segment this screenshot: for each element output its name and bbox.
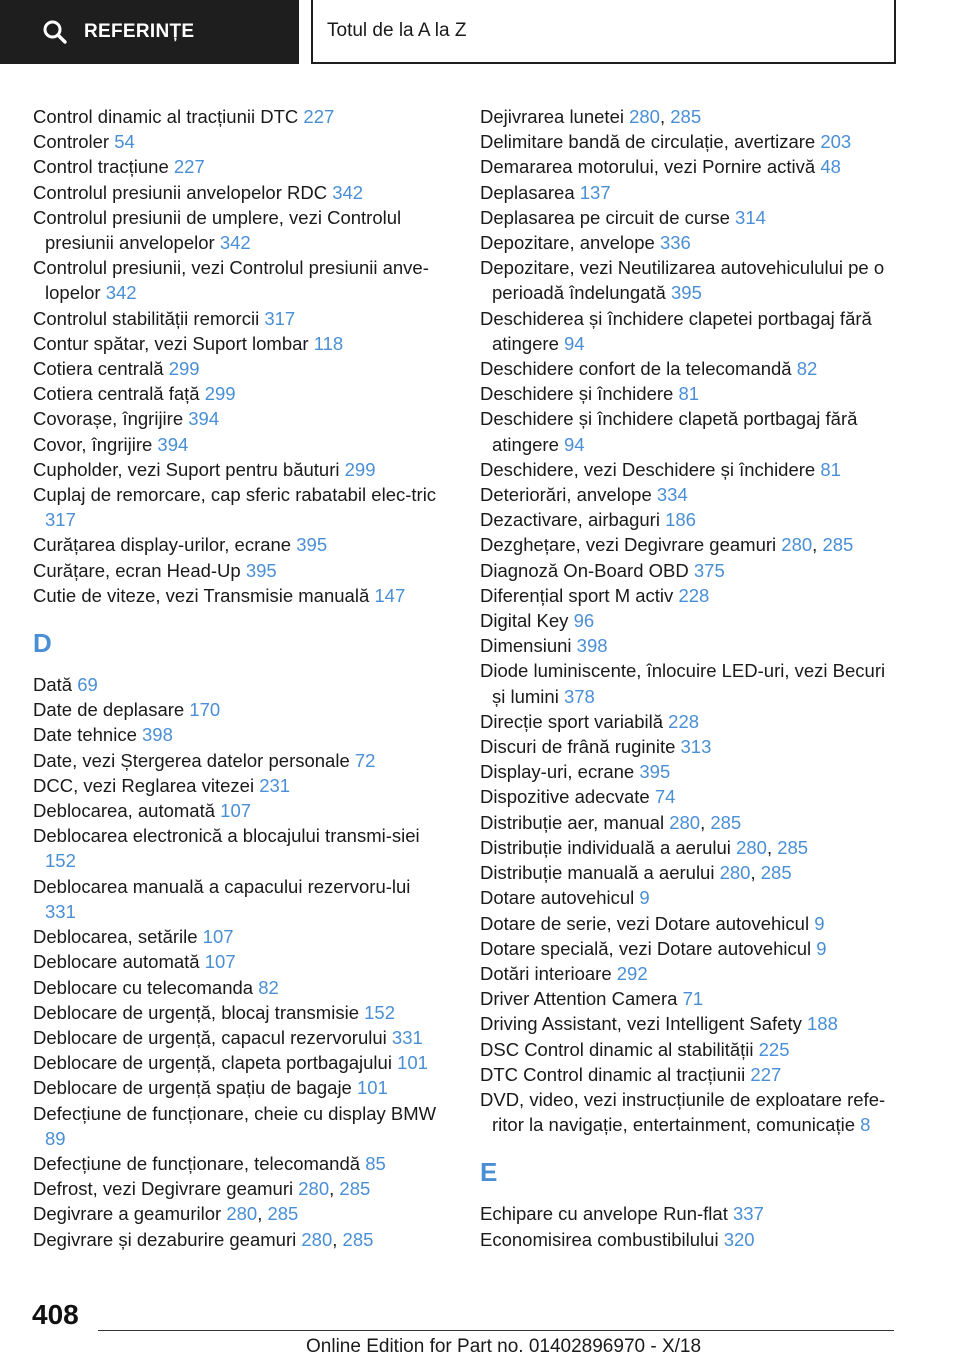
index-entry-text: Distribuție manuală a aerului (480, 862, 715, 884)
index-entry (480, 583, 900, 608)
index-entry-text: Dezghețare, vezi Degivrare geamuri (480, 534, 777, 556)
index-entry (33, 205, 445, 255)
index-entry (33, 949, 445, 974)
index-entry (33, 255, 445, 305)
index-entry-text: Diagnoză On-Board OBD (480, 559, 689, 581)
page-link[interactable]: 342 (105, 282, 137, 304)
page-link[interactable]: 336 (659, 232, 691, 254)
page-link[interactable]: 94 (564, 332, 585, 354)
index-entry-text: Curățare, ecran Head-Up (33, 559, 241, 581)
index-entry-text: Economisirea combustibilului (480, 1228, 719, 1250)
index-entry (33, 129, 445, 154)
page-link[interactable]: 152 (45, 850, 76, 872)
page-link[interactable]: 331 (391, 1026, 423, 1048)
page-link[interactable]: 82 (796, 358, 818, 380)
tab-references-label: REFERINȚE (84, 21, 195, 42)
index-entry (480, 507, 900, 532)
index-entry (480, 230, 900, 255)
index-entry (480, 1201, 900, 1226)
index-entry-text: Deblocarea electronică a blocajului transmi-siei (33, 825, 420, 847)
index-entry-text: DTC Control dinamic al tracțiunii (480, 1063, 746, 1085)
index-entry-text: Direcție sport variabilă (480, 710, 664, 732)
index-entry (480, 1087, 900, 1137)
index-entry-text: Degivrare a geamurilor (33, 1203, 222, 1225)
index-entry: Degivrare și dezaburire geamuri 280, 285 (33, 1228, 374, 1250)
index-entry-text: Deblocarea, setările (33, 926, 198, 948)
index-entry-text: Controlul presiunii de umplere, vezi Controlul presiunii anvelopelor (33, 206, 402, 254)
tab-section-label: Totul de la A la Z (327, 20, 467, 41)
page-link[interactable]: 107 (202, 926, 234, 948)
page-link[interactable]: 9 (639, 887, 650, 909)
index-entry-text: Covor, îngrijire (33, 433, 153, 455)
index-entry (33, 924, 445, 949)
index-entry (480, 1037, 900, 1062)
index-letter-heading: E (480, 1157, 498, 1188)
page-link[interactable]: 107 (204, 951, 236, 973)
index-entry-text: Controlul presiunii, vezi Controlul presiunii anve-lopelor (33, 257, 429, 304)
index-entry-text: Dezactivare, airbaguri (480, 509, 660, 531)
index-entry-text: Deblocare automată (33, 951, 200, 973)
page-link[interactable]: 280 (781, 534, 813, 556)
index-entry-text: Contur spătar, vezi Suport lombar (33, 332, 309, 354)
index-entry (33, 874, 445, 924)
page-link[interactable]: 285 (342, 1228, 374, 1250)
index-entry (480, 381, 900, 406)
page-link[interactable]: 81 (678, 383, 700, 405)
index-entry-text: Cuplaj de remorcare, cap sferic rabatabil elec-tric (33, 484, 437, 506)
page-link[interactable]: 395 (671, 282, 702, 304)
index-entry-text: Discuri de frână ruginite (480, 736, 676, 758)
page-link[interactable]: 337 (733, 1203, 764, 1225)
index-entry-text: Dispozitive adecvate (480, 786, 650, 808)
page-link[interactable]: 188 (807, 1013, 838, 1035)
index-entry: Dezghețare, vezi Degivrare geamuri 280, 285 (480, 534, 854, 556)
index-entry-text: Deplasarea (480, 181, 575, 203)
index-entry (33, 104, 445, 129)
index-column-left (33, 104, 445, 1252)
index-entry (33, 1101, 445, 1151)
index-entry (480, 154, 900, 179)
index-entry-text: Covorașe, îngrijire (33, 408, 184, 430)
page-link[interactable]: 280 (301, 1228, 333, 1250)
index-entry-text: Diferențial sport M activ (480, 584, 674, 606)
page-link[interactable]: 228 (678, 584, 710, 606)
index-entry-text: Distribuție aer, manual (480, 811, 665, 833)
page-link[interactable]: 285 (670, 106, 702, 127)
page-link[interactable]: 320 (723, 1228, 755, 1250)
index-entry (480, 482, 900, 507)
index-entry: Distribuție individuală a aerului 280, 285 (480, 836, 809, 858)
top-bar (0, 0, 960, 66)
index-entry-text: Deblocare de urgență spațiu de bagaje (33, 1077, 352, 1099)
index-entry: Distribuție manuală a aerului 280, 285 (480, 862, 792, 884)
index-entry-text: Deschidere și închidere (480, 383, 674, 405)
page-link[interactable]: 292 (616, 962, 648, 984)
page-link[interactable]: 227 (173, 156, 205, 178)
page-link[interactable]: 342 (219, 232, 251, 254)
index-entry-text: DVD, video, vezi instrucțiunile de exploatare refe-ritor la navigație, entertainment, comunicație (480, 1088, 886, 1136)
page-link[interactable]: 299 (204, 383, 236, 405)
index-entry (33, 823, 445, 873)
index-entry-text: Deblocare cu telecomanda (33, 976, 254, 998)
page-link[interactable]: 81 (820, 458, 841, 480)
index-entry-text: Cutie de viteze, vezi Transmisie manuală (33, 584, 370, 606)
index-entry (480, 1062, 900, 1087)
index-entry-text: Depozitare, anvelope (480, 232, 655, 254)
index-entry (33, 406, 445, 431)
index-entry (480, 734, 900, 759)
page-link[interactable]: 314 (735, 206, 766, 228)
index-entry (480, 306, 900, 356)
page-link[interactable]: 285 (710, 811, 742, 833)
index-entry-text: Controlul stabilității remorcii (33, 307, 260, 329)
index-entry-text: Deblocare de urgență, capacul rezervorului (33, 1026, 387, 1048)
page-link[interactable]: 342 (332, 181, 364, 203)
index-entry-text: Date de deplasare (33, 699, 185, 721)
page-link[interactable]: 9 (816, 937, 827, 959)
index-entry (33, 1050, 445, 1075)
index-entry (33, 558, 445, 583)
index-entry: Defrost, vezi Degivrare geamuri 280, 285 (33, 1178, 371, 1200)
page-link[interactable]: 280 (669, 811, 701, 833)
page-link[interactable]: 118 (313, 332, 344, 354)
page-link[interactable]: 71 (682, 988, 704, 1010)
index-letter-heading: D (33, 628, 52, 659)
page-link[interactable]: 137 (579, 181, 611, 203)
index-entry-text: Dejivrarea lunetei (480, 106, 624, 127)
index-entry (33, 1000, 445, 1025)
index-entry-text: Defecțiune de funcționare, cheie cu display BMW (33, 1102, 437, 1124)
page-link[interactable]: 394 (188, 408, 220, 430)
index-entry (480, 961, 900, 986)
page-link[interactable]: 227 (750, 1063, 782, 1085)
index-entry (33, 975, 445, 1000)
index-entry (480, 911, 900, 936)
tab-references[interactable] (0, 0, 299, 64)
index-entry-text: Dotare autovehicul (480, 887, 635, 909)
index-entry (480, 1227, 900, 1252)
index-entry (480, 759, 900, 784)
index-entry (480, 406, 900, 456)
index-entry (480, 986, 900, 1011)
index-entry (33, 180, 445, 205)
index-entry-text: Controlul presiunii anvelopelor RDC (33, 181, 328, 203)
index-entry (33, 356, 445, 381)
index-entry: Degivrare a geamurilor 280, 285 (33, 1203, 299, 1225)
index-entry (480, 129, 900, 154)
page-link[interactable]: 398 (142, 724, 173, 746)
page-link[interactable]: 280 (298, 1178, 330, 1200)
index-entry (480, 1011, 900, 1036)
index-entry (33, 1151, 445, 1176)
index-entry-text: Cotiera centrală (33, 358, 164, 380)
page-link[interactable]: 225 (758, 1038, 790, 1060)
index-entry (33, 381, 445, 406)
page-link[interactable]: 280 (226, 1203, 258, 1225)
page-link[interactable]: 69 (77, 674, 98, 696)
page-link[interactable]: 285 (267, 1203, 299, 1225)
page-link[interactable]: 54 (114, 131, 135, 153)
index-entry-text: Defecțiune de funcționare, telecomandă (33, 1152, 361, 1174)
page-link[interactable]: 228 (668, 710, 700, 732)
index-entry (480, 784, 900, 809)
index-entry-text: Digital Key (480, 610, 569, 632)
index-entry (33, 482, 445, 532)
index-entry-text: Echipare cu anvelope Run-flat (480, 1203, 728, 1225)
index-entry-text: Control tracțiune (33, 156, 169, 178)
index-entry-text: Date tehnice (33, 724, 137, 746)
index-entry-text: Deblocarea manuală a capacului rezervoru-lui (33, 875, 411, 897)
page-link[interactable]: 8 (860, 1114, 871, 1136)
page-link[interactable]: 101 (357, 1077, 388, 1099)
page-link[interactable]: 101 (397, 1052, 428, 1074)
page-link[interactable]: 227 (303, 106, 335, 127)
index-entry-text: Control dinamic al tracțiunii DTC (33, 106, 299, 127)
page-link[interactable]: 285 (760, 862, 792, 884)
index-entry (480, 457, 900, 482)
page-link[interactable]: 96 (573, 610, 595, 632)
index-entry-text: Dată (33, 674, 73, 696)
page-link[interactable]: 398 (576, 635, 608, 657)
footer-edition: Online Edition for Part no. 01402896970 - X/18 (306, 1336, 702, 1357)
index-entry (33, 1025, 445, 1050)
page-link[interactable]: 85 (365, 1152, 386, 1174)
index-entry (480, 658, 900, 708)
index-entry-text: Deschidere și închidere clapetă portbagaj fără atingere (480, 408, 858, 455)
page-number: 408 (32, 1299, 79, 1330)
page-link[interactable]: 375 (693, 559, 725, 581)
page-link[interactable]: 280 (719, 862, 751, 884)
index-entry (480, 608, 900, 633)
index-entry (33, 748, 445, 773)
index-entry-text: Deschidere, vezi Deschidere și închidere (480, 458, 816, 480)
page-link[interactable]: 285 (822, 534, 854, 556)
index-entry (480, 356, 900, 381)
index-entry: Dejivrarea lunetei 280, 285 (480, 106, 702, 127)
index-entry (33, 532, 445, 557)
index-entry-text: Deblocare de urgență, blocaj transmisie (33, 1001, 359, 1023)
index-entry (33, 697, 445, 722)
page-link[interactable]: 317 (264, 307, 296, 329)
index-entry: Distribuție aer, manual 280, 285 (480, 811, 742, 833)
page-link[interactable]: 313 (680, 736, 712, 758)
page-link[interactable]: 299 (168, 358, 200, 380)
page-link[interactable]: 89 (45, 1127, 66, 1149)
index-entry-text: Deblocare de urgență, clapeta portbagajului (33, 1052, 392, 1074)
page-link[interactable]: 280 (736, 836, 767, 858)
index-entry-text: Deteriorări, anvelope (480, 484, 652, 506)
page-link[interactable]: 82 (258, 976, 279, 998)
index-entry (33, 672, 445, 697)
index-entry-text: Diode luminiscente, înlocuire LED-uri, vezi Becuri și lumini (480, 660, 886, 707)
page-link[interactable]: 285 (339, 1178, 371, 1200)
page-link[interactable]: 147 (374, 584, 406, 606)
index-entry (480, 255, 900, 305)
index-entry-text: Demararea motorului, vezi Pornire activă (480, 156, 816, 178)
index-entry (33, 773, 445, 798)
index-entry-text: Date, vezi Ștergerea datelor personale (33, 749, 350, 771)
search-icon (42, 19, 68, 45)
index-entry-text: Driving Assistant, vezi Intelligent Safety (480, 1013, 802, 1035)
index-entry (480, 180, 900, 205)
page-link[interactable]: 203 (820, 131, 852, 153)
index-entry (33, 798, 445, 823)
page-link[interactable]: 395 (639, 761, 671, 783)
footer-divider (98, 1330, 894, 1331)
page-link[interactable]: 331 (45, 900, 76, 922)
index-entry (480, 558, 900, 583)
index-entry (33, 722, 445, 747)
page-link[interactable]: 317 (45, 509, 76, 531)
index-entry (33, 583, 445, 608)
index-entry-text: DCC, vezi Reglarea vitezei (33, 774, 255, 796)
index-entry-text: Dotare de serie, vezi Dotare autovehicul (480, 912, 810, 934)
index-entry (480, 936, 900, 961)
index-entry-text: Delimitare bandă de circulație, avertizare (480, 131, 816, 153)
index-entry-text: Depozitare, vezi Neutilizarea autovehiculului pe o perioadă îndelungată (480, 257, 885, 304)
page-link[interactable]: 72 (354, 749, 376, 771)
index-entry-text: Distribuție individuală a aerului (480, 836, 731, 858)
index-entry (33, 306, 445, 331)
page-link[interactable]: 395 (245, 559, 277, 581)
page-link[interactable]: 186 (665, 509, 696, 531)
page-link[interactable]: 285 (777, 836, 809, 858)
page-link[interactable]: 94 (564, 433, 585, 455)
index-entry-text: Driver Attention Camera (480, 988, 678, 1010)
index-entry-text: Defrost, vezi Degivrare geamuri (33, 1178, 294, 1200)
index-entry (480, 633, 900, 658)
index-entry (33, 331, 445, 356)
page-link[interactable]: 9 (814, 912, 825, 934)
index-entry-text: DSC Control dinamic al stabilității (480, 1038, 754, 1060)
index-entry-text: Degivrare și dezaburire geamuri (33, 1228, 297, 1250)
index-entry (480, 205, 900, 230)
page-link[interactable]: 378 (563, 685, 595, 707)
index-entry-text: Cupholder, vezi Suport pentru băuturi (33, 458, 340, 480)
index-entry-text: Cotiera centrală față (33, 383, 200, 405)
index-entry (480, 709, 900, 734)
page-link[interactable]: 170 (189, 699, 221, 721)
index-entry-text: Deplasarea pe circuit de curse (480, 206, 730, 228)
index-column-right (480, 104, 900, 1252)
page-link[interactable]: 394 (157, 433, 189, 455)
index-entry-text: Dotări interioare (480, 962, 612, 984)
index-entry-text: Dotare specială, vezi Dotare autovehicul (480, 937, 812, 959)
index-entry-text: Deblocarea, automată (33, 800, 216, 822)
index-entry (33, 154, 445, 179)
page-link[interactable]: 152 (364, 1001, 395, 1023)
index-entry (33, 457, 445, 482)
page-link[interactable]: 334 (656, 484, 688, 506)
index-entry-text: Dimensiuni (480, 635, 572, 657)
page-link[interactable]: 231 (259, 774, 291, 796)
page-link[interactable]: 107 (220, 800, 252, 822)
page-link[interactable]: 74 (654, 786, 676, 808)
index-entry (33, 432, 445, 457)
index-entry (480, 885, 900, 910)
index-entry-text: Deschidere confort de la telecomandă (480, 358, 792, 380)
page-link[interactable]: 299 (344, 458, 376, 480)
page-link[interactable]: 280 (629, 106, 660, 127)
index-entry-text: Curățarea display-urilor, ecrane (33, 534, 292, 556)
page-link[interactable]: 395 (296, 534, 328, 556)
index-entry-text: Display-uri, ecrane (480, 761, 635, 783)
index-entry-text: Deschiderea și închidere clapetei portbagaj fără atingere (480, 307, 872, 354)
tab-section-title[interactable] (311, 0, 896, 64)
index-entry (33, 1075, 445, 1100)
index-entry-text: Controler (33, 131, 110, 153)
page-link[interactable]: 48 (820, 156, 841, 178)
